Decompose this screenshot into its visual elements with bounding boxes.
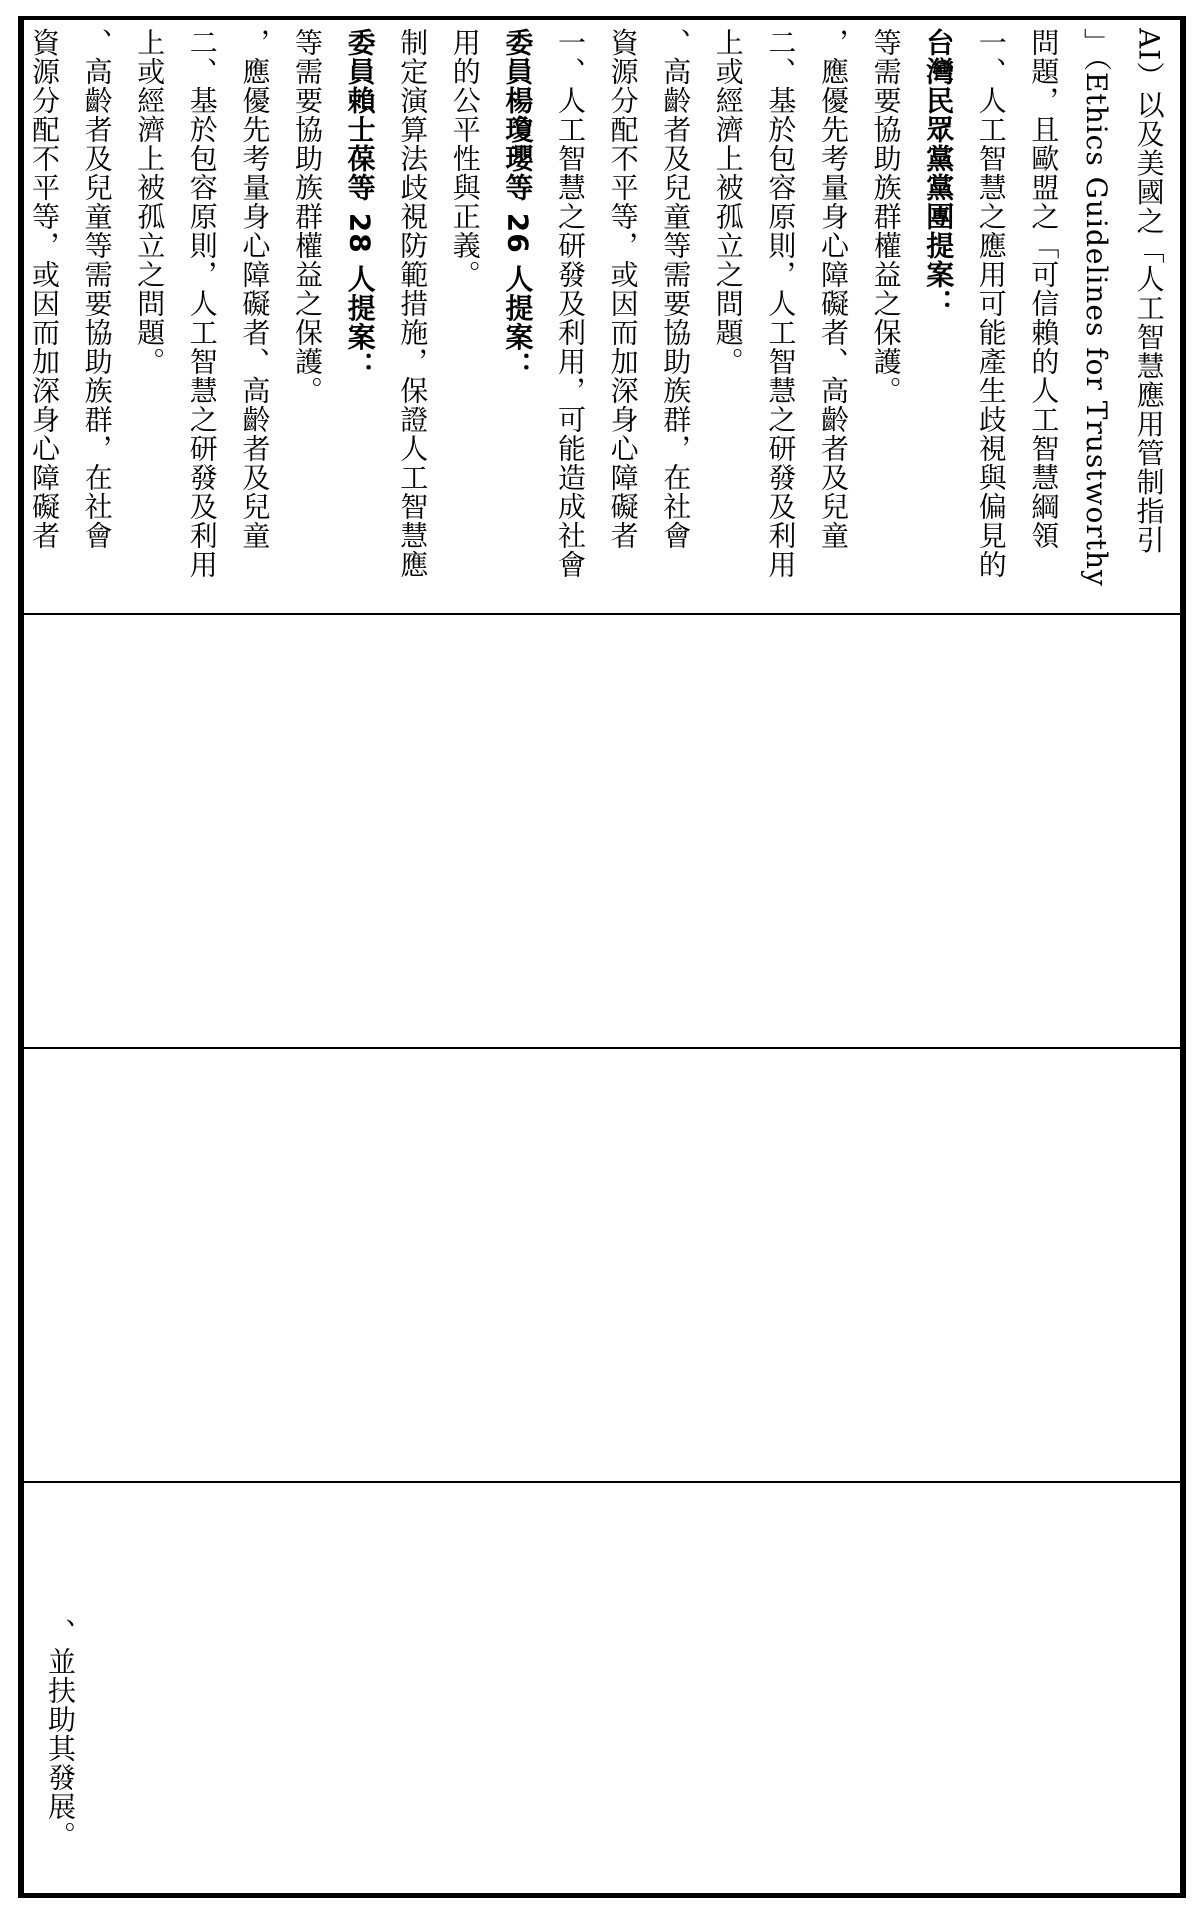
proposal-text-line: 制定演算法歧視防範措施，保證人工智慧應 (396, 28, 430, 579)
row-divider-3 (18, 1481, 1186, 1483)
proposal-text-line: 上或經濟上被孤立之問題。 (133, 28, 167, 376)
proposal-heading: 委員賴士葆等 28 人提案： (343, 28, 377, 381)
proposal-heading: 台灣民眾黨黨團提案： (922, 28, 956, 318)
table-border-top (18, 16, 1186, 20)
proposal-text-block (0, 28, 1204, 628)
proposal-text-line: 、高齡者及兒童等需要協助族群，在社會 (659, 28, 693, 550)
proposal-text-line: 一、人工智慧之應用可能產生歧視與偏見的 (974, 28, 1008, 579)
proposal-text-line: 用的公平性與正義。 (448, 28, 482, 289)
proposal-text-line: 上或經濟上被孤立之問題。 (711, 28, 745, 376)
proposal-text-line: ，應優先考量身心障礙者、高齡者及兒童 (238, 28, 272, 550)
continuation-line: 、並扶助其發展。 (44, 1618, 77, 1850)
row-divider-2 (18, 1047, 1186, 1049)
proposal-heading: 委員楊瓊瓔等 26 人提案： (501, 28, 535, 381)
proposal-text-line: 等需要協助族群權益之保護。 (291, 28, 324, 405)
proposal-text-line: ，應優先考量身心障礙者、高齡者及兒童 (817, 28, 850, 550)
proposal-text-line: 問題，且歐盟之「可信賴的人工智慧綱領 (1027, 28, 1061, 550)
proposal-text-line: 、高齡者及兒童等需要協助族群，在社會 (80, 28, 114, 550)
proposal-text-line: 二、基於包容原則，人工智慧之研發及利用 (185, 28, 219, 579)
proposal-text-line: 」（Ethics Guidelines for Trustworthy (1080, 28, 1113, 587)
proposal-text-line: 資源分配不平等，或因而加深身心障礙者 (28, 28, 61, 550)
proposal-text-line: 資源分配不平等，或因而加深身心障礙者 (606, 28, 640, 550)
proposal-text-line: 二、基於包容原則，人工智慧之研發及利用 (764, 28, 798, 579)
proposal-text-line: 等需要協助族群權益之保護。 (869, 28, 903, 405)
table-border-bottom (18, 1893, 1186, 1898)
proposal-text-line: 一、人工智慧之研發及利用，可能造成社會 (554, 28, 587, 579)
proposal-text-line: AI）以及美國之「人工智慧應用管制指引 (1132, 28, 1166, 555)
